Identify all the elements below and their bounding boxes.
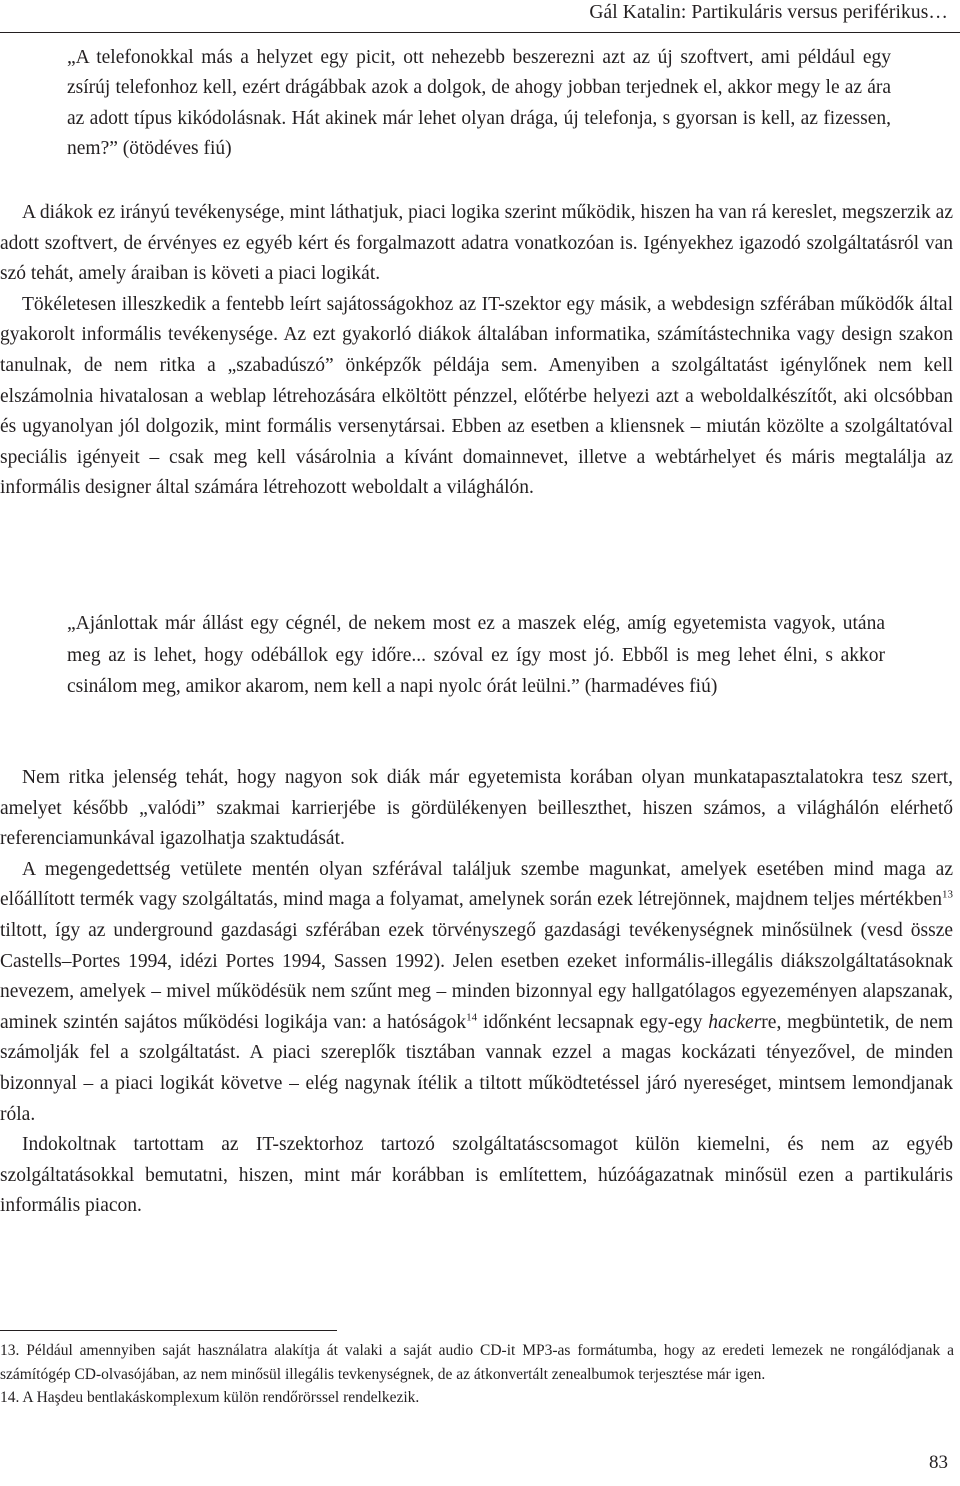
interview-quote-1 (67, 43, 891, 164)
italic-term: hacker (708, 1011, 762, 1033)
quote-text: „A telefonokkal más a helyzet egy picit, ott nehezebb beszerezni azt az új szoftvert, ami például egy zsírúj telefonhoz kell, ezért drágábbak azok a dolgok, de ahogy jobban terjednek el, akkor megy le az ára az adott típus kikódolásnak. Hát akinek már lehet olyan drága, új telefonja, s gyorsan is kell, az fizessen, nem?” (67, 47, 891, 159)
paragraph: Nem ritka jelenség tehát, hogy nagyon sok diák már egyetemista korában olyan munkatapasztalatokra tesz szert, amelyet később „valódi” szakmai karrierjébe is gördülékenyen beilleszthet, hiszen számos, a világhálón elérhető referenciamunkával igazolhatja szaktudását. (0, 767, 953, 850)
footnote-ref-13[interactable]: 13 (942, 888, 953, 901)
page-number: 83 (929, 1452, 948, 1473)
interview-quote-2 (67, 608, 885, 703)
paragraph: A diákok ez irányú tevékenysége, mint láthatjuk, piaci logika szerint működik, hiszen ha van rá kereslet, megszerzik az adott szoftvert, de érvényes ez egyéb kért és forgalmazott adatra vonatkozóan is. Igényekhez igazodó szolgáltatásról van szó tehát, amely áraiban is követi a piaci logikát. (0, 202, 953, 285)
header-rule (0, 32, 960, 33)
footnote-ref-14[interactable]: 14 (466, 1011, 478, 1024)
paragraph: Indokoltnak tartottam az IT-szektorhoz tartozó szolgáltatáscsomagot külön kiemelni, és nem az egyéb szolgáltatásokkal bemutatni, hiszen, mint már korábban is említettem, húzóágazatnak minősül ezen a partikuláris informális piacon. (0, 1134, 953, 1217)
text-run: re, megbüntetik, de nem számolják fel a szolgáltatást. A piaci szereplők tisztában vannak ezzel a magas kockázati tényezővel, de minden bizonnyal – a piaci logikát követve – elég nagynak ítélik a tiltott működtetéssel járó nyereséget, mintsem lemondjanak róla. (0, 1011, 954, 1125)
text-run: A megengedettség vetülete mentén olyan szférával találjuk szembe magunkat, amelyek esetében mind maga az előállított termék vagy szolgáltatás, mind maga a folyamat, amelynek során ezek létrejönnek, majdnem teljes mértékben (0, 858, 953, 911)
running-head: Gál Katalin: Partikuláris versus periférikus… (589, 2, 948, 23)
paragraph (0, 855, 953, 1130)
footnotes (0, 1339, 954, 1410)
text-run: tiltott, így az underground gazdasági szférában ezek törvényszegő gazdasági tevékenységnek minősülnek (vesd össze Castells–Portes 1994, idézi Portes 1994, Sassen 1992). Jelen esetben ezeket informális-illegális diákszolgáltatásoknak nevezem, amelyek – mivel működésük nem szűnt meg – minden bizonnyal egy hallgatólagos egyezeményen alapszanak, aminek szintén sajátos működési logikája van: a hatóságok (0, 919, 953, 1033)
footnote-14: 14. A Haşdeu bentlakáskomplexum külön rendőrörssel rendelkezik. (0, 1389, 420, 1406)
footnote-rule (0, 1330, 337, 1331)
body-text-1 (0, 198, 953, 504)
footnote-13: 13. Például amennyiben saját használatra alakítja át valaki a saját audio CD-it MP3-as formátumba, hogy az eredeti lemezek ne rongálódjanak a számítógép CD-olvasójában, az nem minősül illegális tevkenységnek, de az átkonvertált zenealbumok terjesztése már igen. (0, 1342, 954, 1383)
paragraph: Tökéletesen illeszkedik a fentebb leírt sajátosságokhoz az IT-szektor egy másik, a webdesign szférában működők által gyakorolt informális tevékenysége. Az ezt gyakorló diákok általában informatika, számítástechnika vagy design szakon tanulnak, de nem ritka a „szabadúszó” önképzők példája sem. Amenyiben a szolgáltatást igénylőnek nem kell elszámolnia hivatalosan a weblap létrehozására elköltött pénzzel, előtérbe helyezi azt a weboldalkészítőt, aki olcsóbban és ugyanolyan jól dolgozik, mint formális versenytársai. Ebben az esetben a kliensnek – miután közölte a szolgáltatóval speciális igényeit – csak meg kell vásárolnia a kívánt domainnevet, illetve a webtárhelyet és máris megtalálja az informális designer által számára létrehozott weboldalt a világhálón. (0, 293, 953, 499)
text-run: időnként lecsapnak egy-egy (477, 1011, 709, 1033)
body-text-2 (0, 763, 953, 1222)
quote-attribution: (harmadéves fiú) (584, 676, 718, 698)
quote-text: „Ajánlottak már állást egy cégnél, de nekem most ez a maszek elég, amíg egyetemista vagyok, utána meg az is lehet, hogy odébállok egy időre... szóval ez így most jó. Ebből is meg lehet élni, s akkor csinálom meg, amikor akarom, nem kell a napi nyolc órát leülni.” (67, 613, 885, 698)
quote-attribution: (ötödéves fiú) (122, 137, 232, 159)
